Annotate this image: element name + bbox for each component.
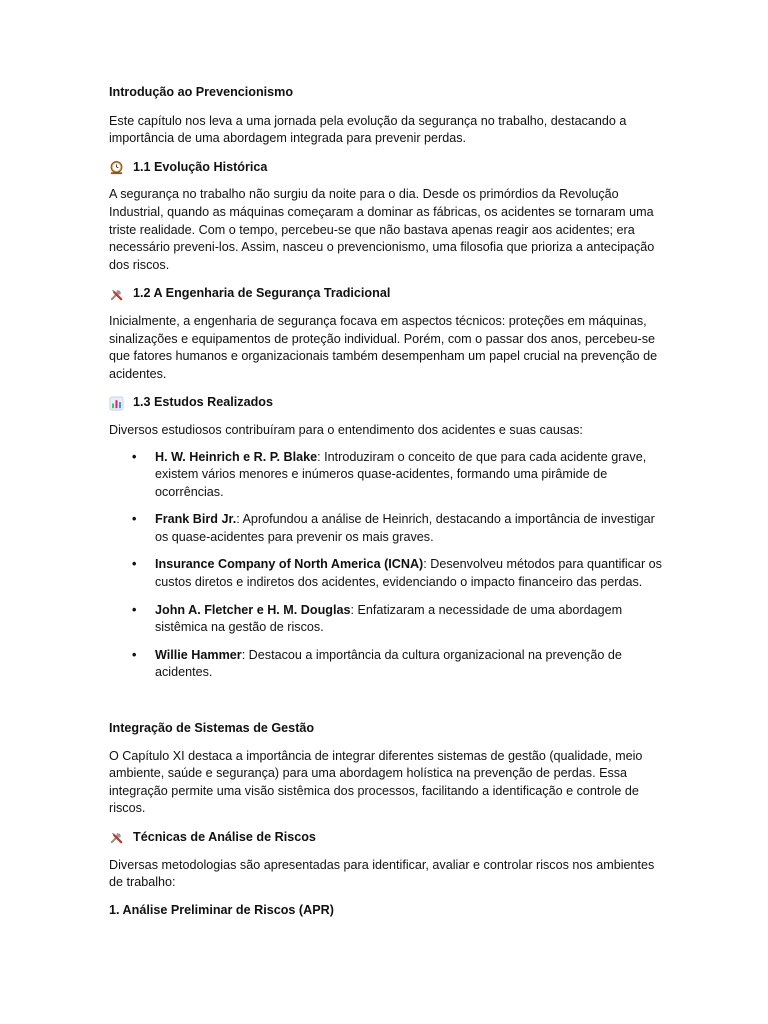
tools-icon [109,287,124,302]
list-item-text: : Introduziram o conceito de que para cada acidente grave, existem vários menores e inúmeros quase-acidentes, formando uma pirâmide de ocorrências. [155,449,647,499]
integration-paragraph: O Capítulo XI destaca a importância de integrar diferentes sistemas de gestão (qualidade, meio ambiente, saúde e segurança) para uma abordagem holística na prevenção de perdas. Essa integração permite uma visão sistêmica dos processos, facilitando a identificação e controle de riscos. [109,748,643,816]
list-item [109,602,669,637]
section-1-3-heading [109,394,669,412]
tools-icon [109,830,124,845]
section-1-1-paragraph: A segurança no trabalho não surgiu da noite para o dia. Desde os primórdios da Revolução Industrial, quando as máquinas começaram a dominar as fábricas, os acidentes se tornaram uma triste realidade. Com o tempo, percebeu-se que não bastava apenas reagir aos acidentes; era necessário preveni-los. Assim, nasceu o prevencionismo, uma filosofia que prioriza a antecipação dos riscos. [109,187,655,272]
list-item-name: H. W. Heinrich e R. P. Blake [155,449,318,464]
section-1-2-heading [109,285,669,303]
section-1-2-title: 1.2 A Engenharia de Segurança Tradicional [133,286,391,301]
list-item-text: : Desenvolveu métodos para quantificar os custos diretos e indiretos dos acidentes, evidenciando o impacto financeiro das perdas. [155,557,662,590]
list-item-name: Insurance Company of North America (ICNA) [155,557,424,572]
techniques-heading [109,829,669,847]
section-1-3-intro: Diversos estudiosos contribuíram para o entendimento dos acidentes e suas causas: [109,422,583,437]
list-item-name: Willie Hammer [155,647,242,662]
list-item [109,449,669,502]
section-1-2-paragraph: Inicialmente, a engenharia de segurança focava em aspectos técnicos: proteções em máquinas, sinalizações e equipamentos de proteção individual. Porém, com o passar dos anos, percebeu-se que fatores humanos e organizacionais também desempenham um papel crucial na prevenção de acidentes. [109,313,658,381]
studies-list [109,449,669,683]
list-item-name: Frank Bird Jr. [155,512,237,527]
techniques-title: Técnicas de Análise de Riscos [133,830,316,844]
list-item [109,511,669,546]
bullet-icon: • [132,557,137,572]
list-item-name: John A. Fletcher e H. M. Douglas [155,602,351,617]
list-item-text: : Aprofundou a análise de Heinrich, destacando a importância de investigar os quase-acidentes para prevenir os mais graves. [155,512,655,544]
bullet-icon: • [132,512,137,527]
list-item [109,556,669,591]
section-1-1-heading [109,159,669,177]
bar-chart-icon [109,396,124,411]
clock-icon [109,160,124,175]
list-item [109,647,669,682]
intro-paragraph: Este capítulo nos leva a uma jornada pela evolução da segurança no trabalho, destacando a importância de uma abordagem integrada para prevenir perdas. [109,113,627,146]
apr-heading: 1. Análise Preliminar de Riscos (APR) [109,902,334,917]
bullet-icon: • [132,602,137,617]
integration-heading: Integração de Sistemas de Gestão [109,721,315,736]
bullet-icon: • [132,449,137,464]
section-1-1-title: 1.1 Evolução Histórica [133,159,268,174]
intro-heading: Introdução ao Prevencionismo [109,85,294,99]
document-page [109,84,669,919]
list-item-text: : Enfatizaram a necessidade de uma abordagem sistêmica na gestão de riscos. [155,602,623,635]
list-item-text: : Destacou a importância da cultura organizacional na prevenção de acidentes. [155,647,622,680]
section-1-3-title: 1.3 Estudos Realizados [133,395,273,410]
bullet-icon: • [132,647,137,662]
techniques-paragraph: Diversas metodologias são apresentadas para identificar, avaliar e controlar riscos nos ambientes de trabalho: [109,857,655,890]
